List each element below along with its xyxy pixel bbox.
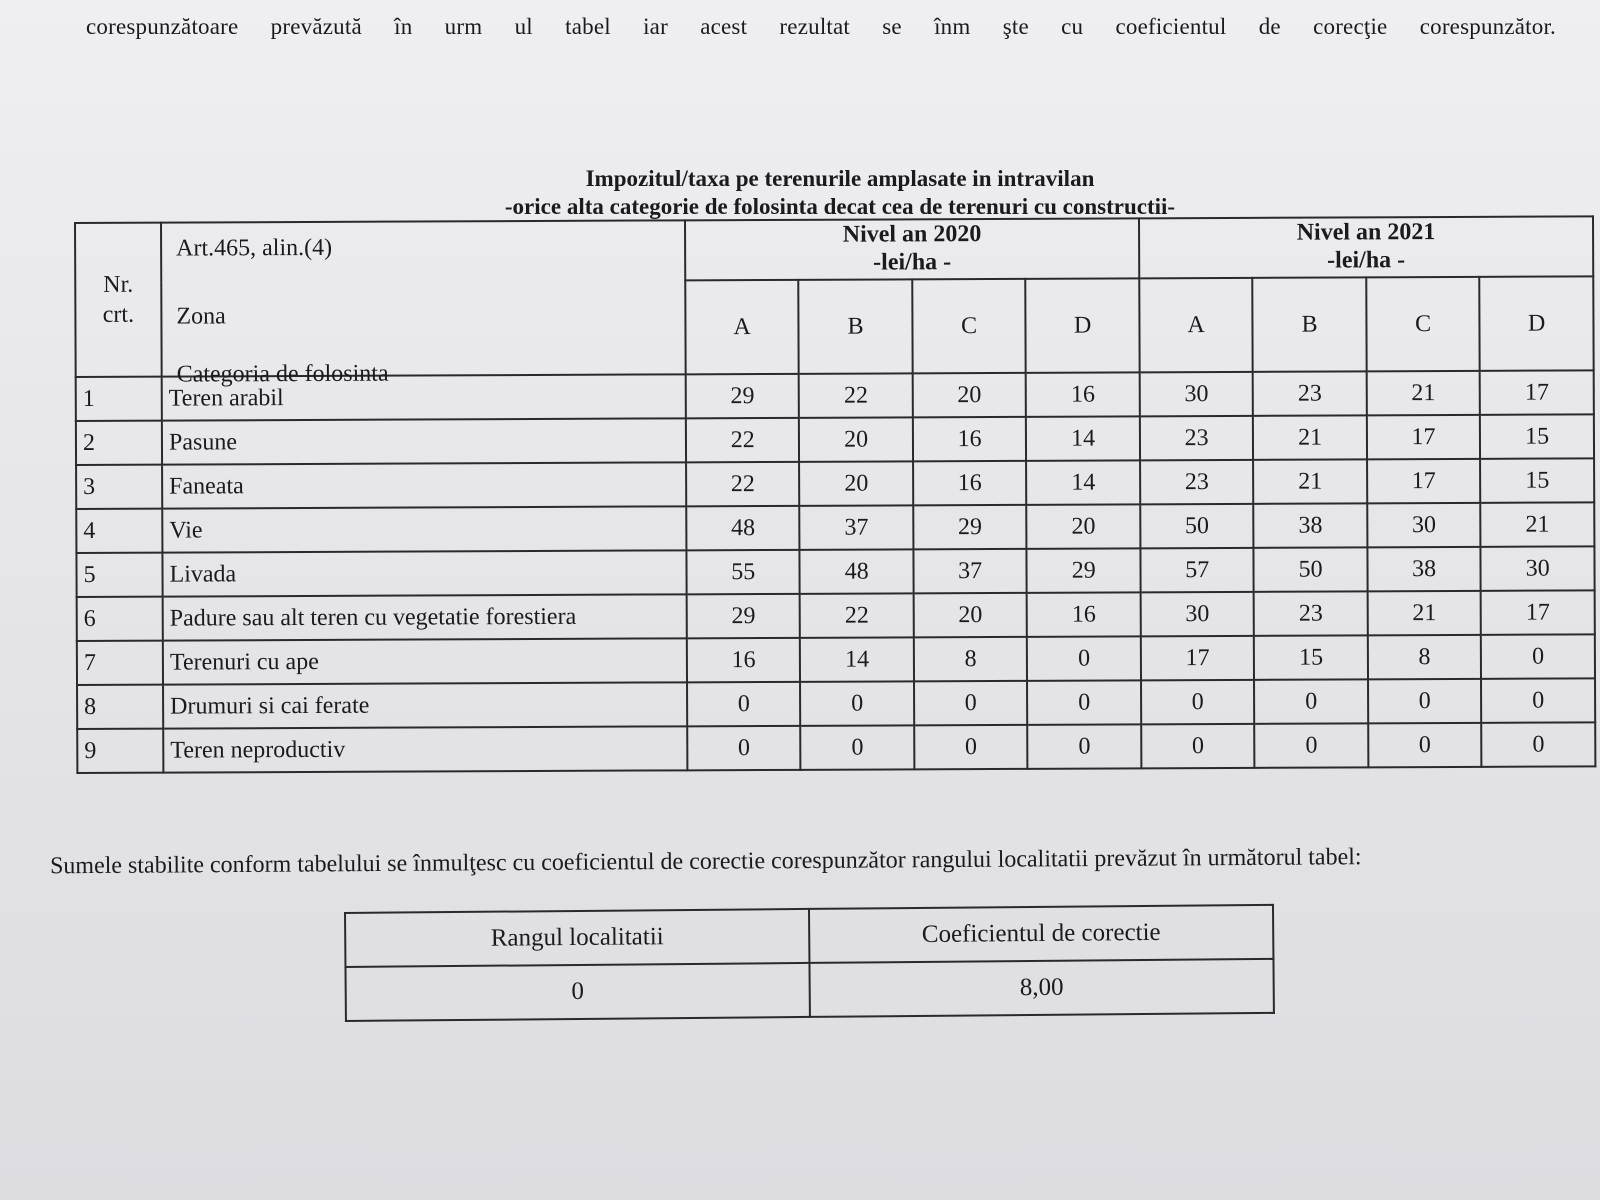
- row-value: 55: [686, 550, 800, 594]
- row-value: 29: [913, 505, 1027, 549]
- year-2020-unit: -lei/ha -: [873, 249, 952, 276]
- header-zona: Zona: [176, 303, 226, 330]
- row-value: 17: [1481, 590, 1595, 634]
- row-value: 21: [1253, 415, 1367, 459]
- row-value: 0: [1028, 724, 1142, 768]
- coef-coef-value: 8,00: [809, 959, 1273, 1017]
- row-value: 0: [1368, 723, 1482, 767]
- table-caption: [380, 165, 1300, 221]
- row-value: 30: [1481, 546, 1595, 590]
- row-number: 7: [77, 641, 163, 685]
- caption-line-2: -orice alta categorie de folosinta decat cea de terenuri cu constructii-: [504, 194, 1176, 219]
- row-number: 4: [76, 509, 162, 553]
- table-row: [76, 414, 1594, 465]
- header-year-2020: [685, 218, 1139, 280]
- header-category-cell: [161, 220, 686, 388]
- intro-paragraph: corespunzătoare prevăzută în urm ul tabel iar acest rezultat se înm şte cu coeficientul de corecţie corespunzător.: [86, 14, 1556, 39]
- row-value: 23: [1254, 591, 1368, 635]
- row-value: 15: [1254, 635, 1368, 679]
- row-value: 0: [914, 725, 1028, 769]
- row-value: 0: [1027, 680, 1141, 724]
- row-category: Terenuri cu ape: [163, 638, 687, 684]
- row-value: 0: [1481, 678, 1595, 722]
- row-value: 0: [801, 725, 915, 769]
- row-value: 30: [1140, 372, 1254, 416]
- row-value: 23: [1140, 416, 1254, 460]
- row-number: 5: [76, 553, 162, 597]
- row-value: 50: [1140, 504, 1254, 548]
- row-value: 0: [1141, 680, 1255, 724]
- header-crt: crt.: [102, 301, 135, 328]
- row-value: 20: [800, 461, 914, 505]
- row-value: 16: [687, 638, 801, 682]
- table-row: [76, 458, 1594, 509]
- row-value: 29: [687, 594, 801, 638]
- row-number: 1: [76, 377, 162, 421]
- row-category: Teren neproductiv: [163, 726, 687, 772]
- row-category: Livada: [162, 550, 686, 596]
- table-row: [76, 546, 1594, 597]
- row-value: 17: [1367, 415, 1481, 459]
- row-category: Vie: [162, 506, 686, 552]
- table-row: [77, 722, 1595, 773]
- row-value: 22: [686, 418, 800, 462]
- coef-header-coef: Coeficientul de corectie: [809, 905, 1273, 963]
- row-value: 0: [687, 726, 801, 770]
- row-value: 30: [1141, 592, 1255, 636]
- row-number: 3: [76, 465, 162, 509]
- row-value: 21: [1481, 502, 1595, 546]
- table-row: [77, 634, 1595, 685]
- row-value: 20: [914, 593, 1028, 637]
- row-value: 22: [799, 373, 913, 417]
- row-number: 6: [77, 597, 163, 641]
- row-value: 0: [1254, 679, 1368, 723]
- row-value: 50: [1254, 547, 1368, 591]
- row-number: 9: [77, 729, 163, 773]
- row-number: 8: [77, 685, 163, 729]
- row-value: 0: [687, 682, 801, 726]
- zone-header: D: [1480, 276, 1594, 370]
- zone-header: D: [1026, 278, 1140, 372]
- row-category: Padure sau alt teren cu vegetatie forestiera: [163, 594, 687, 640]
- row-value: 21: [1253, 459, 1367, 503]
- header-article: Art.465, alin.(4): [176, 234, 333, 262]
- row-value: 57: [1140, 548, 1254, 592]
- header-year-2021: [1139, 216, 1593, 278]
- header-categorie: Categoria de folosinta: [176, 360, 389, 388]
- row-value: 21: [1367, 591, 1481, 635]
- row-value: 16: [913, 417, 1027, 461]
- row-category: Drumuri si cai ferate: [163, 682, 687, 728]
- row-number: 2: [76, 421, 162, 465]
- row-value: 23: [1140, 460, 1254, 504]
- row-value: 14: [800, 637, 914, 681]
- zone-header: A: [685, 280, 799, 374]
- row-value: 23: [1253, 371, 1367, 415]
- table-row: [77, 678, 1595, 729]
- row-value: 16: [913, 461, 1027, 505]
- row-value: 29: [686, 374, 800, 418]
- coefficient-table: [344, 904, 1275, 1022]
- header-nr: Nr.: [103, 271, 134, 298]
- row-value: 0: [1255, 723, 1369, 767]
- coef-header-rang: Rangul localitatii: [345, 909, 809, 967]
- year-2020-label: Nivel an 2020: [842, 221, 982, 248]
- coef-rang-value: 0: [345, 963, 809, 1021]
- zone-header: A: [1139, 278, 1253, 372]
- row-value: 15: [1480, 458, 1594, 502]
- coef-value-row: [345, 959, 1273, 1021]
- row-category: Pasune: [162, 418, 686, 464]
- row-value: 38: [1254, 503, 1368, 547]
- row-value: 38: [1367, 547, 1481, 591]
- zone-header: C: [1366, 277, 1480, 371]
- row-value: 29: [1027, 548, 1141, 592]
- row-value: 22: [686, 462, 800, 506]
- row-value: 16: [1027, 592, 1141, 636]
- row-value: 20: [1027, 504, 1141, 548]
- row-value: 0: [1482, 722, 1596, 766]
- row-value: 8: [1368, 635, 1482, 679]
- table-row: [77, 590, 1595, 641]
- row-value: 0: [800, 681, 914, 725]
- year-2021-label: Nivel an 2021: [1296, 219, 1436, 246]
- zone-header: C: [912, 279, 1026, 373]
- header-row-years: [75, 216, 1593, 283]
- row-value: 17: [1141, 636, 1255, 680]
- row-value: 15: [1480, 414, 1594, 458]
- header-nr-crt: [75, 223, 162, 377]
- row-value: 16: [1026, 372, 1140, 416]
- tax-table: [74, 215, 1596, 774]
- row-category: Faneata: [162, 462, 686, 508]
- row-value: 20: [799, 417, 913, 461]
- year-2021-unit: -lei/ha -: [1327, 247, 1406, 274]
- caption-line-1: Impozitul/taxa pe terenurile amplasate in intravilan: [585, 166, 1095, 191]
- row-value: 0: [1481, 634, 1595, 678]
- row-value: 21: [1367, 371, 1481, 415]
- row-value: 17: [1367, 459, 1481, 503]
- table-row: [76, 502, 1594, 553]
- row-value: 48: [800, 549, 914, 593]
- row-value: 8: [914, 637, 1028, 681]
- zone-header: B: [799, 279, 913, 373]
- row-value: 0: [1368, 679, 1482, 723]
- row-value: 0: [1141, 724, 1255, 768]
- row-value: 14: [1026, 460, 1140, 504]
- row-value: 48: [686, 506, 800, 550]
- zone-header: B: [1253, 277, 1367, 371]
- row-value: 0: [1027, 636, 1141, 680]
- row-value: 17: [1480, 370, 1594, 414]
- row-category: Teren arabil: [162, 374, 686, 420]
- row-value: 30: [1367, 503, 1481, 547]
- row-value: 37: [913, 549, 1027, 593]
- row-value: 37: [800, 505, 914, 549]
- coef-header-row: [345, 905, 1273, 967]
- row-value: 0: [914, 681, 1028, 725]
- row-value: 20: [913, 373, 1027, 417]
- row-value: 14: [1026, 416, 1140, 460]
- correction-note: Sumele stabilite conform tabelului se înmulţesc cu coeficientul de corectie corespunzător rangului localitatii prevăzut în următorul tabel:: [49, 844, 1362, 880]
- row-value: 22: [800, 593, 914, 637]
